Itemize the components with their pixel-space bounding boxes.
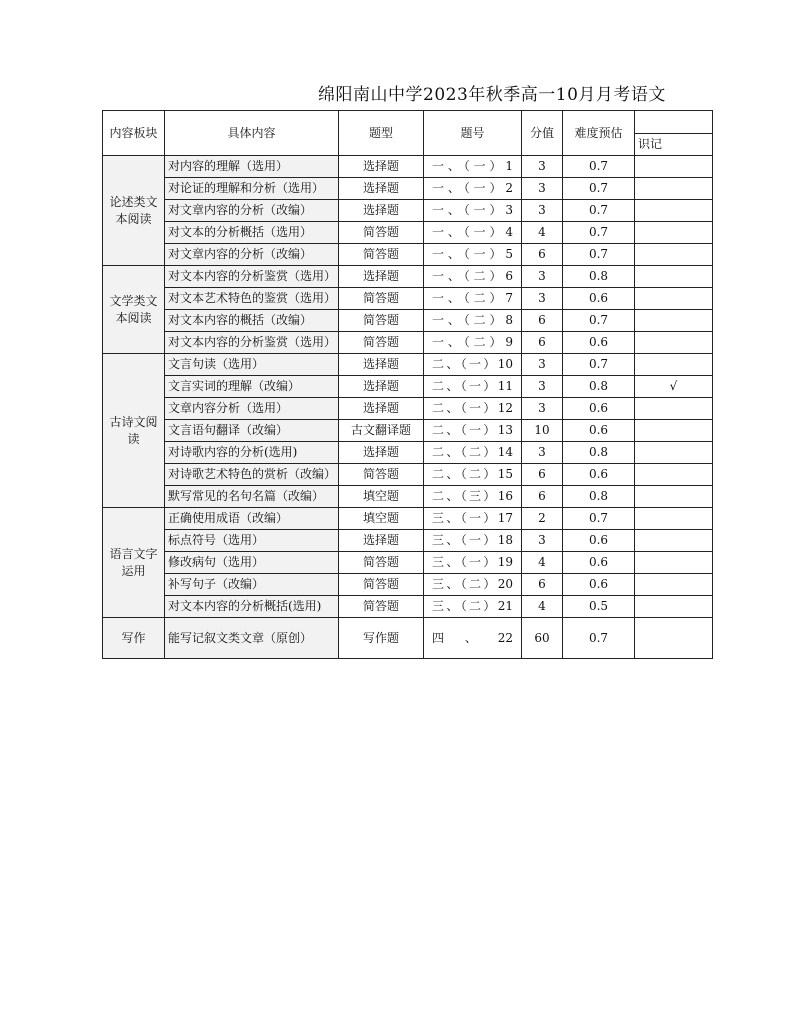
- header-difficulty: 难度预估: [563, 111, 635, 156]
- table-row: [103, 244, 713, 266]
- difficulty-cell: 0.7: [563, 200, 635, 222]
- content-cell: 文言实词的理解（改编）: [165, 376, 339, 398]
- difficulty-cell: 0.8: [563, 442, 635, 464]
- difficulty-cell: 0.5: [563, 596, 635, 618]
- number-cell: 二、（一）13: [424, 420, 522, 442]
- content-block-cell: 写作: [103, 618, 165, 659]
- score-cell: 3: [522, 442, 563, 464]
- content-cell: 对文本内容的分析概括(选用): [165, 596, 339, 618]
- content-block-cell: 论述类文本阅读: [103, 156, 165, 266]
- number-cell: 三、（二）21: [424, 596, 522, 618]
- score-cell: 60: [522, 618, 563, 659]
- number-cell: 二、（三）16: [424, 486, 522, 508]
- table-row: [103, 310, 713, 332]
- content-cell: 文言语句翻译（改编）: [165, 420, 339, 442]
- score-cell: 4: [522, 222, 563, 244]
- table-row: [103, 508, 713, 530]
- number-cell: 三、（一）18: [424, 530, 522, 552]
- content-cell: 正确使用成语（改编）: [165, 508, 339, 530]
- number-cell: 二、（一）11: [424, 376, 522, 398]
- type-cell: 简答题: [339, 288, 424, 310]
- score-cell: 3: [522, 200, 563, 222]
- type-cell: 选择题: [339, 376, 424, 398]
- type-cell: 填空题: [339, 486, 424, 508]
- difficulty-cell: 0.6: [563, 332, 635, 354]
- number-cell: 二、（一）10: [424, 354, 522, 376]
- type-cell: 简答题: [339, 596, 424, 618]
- table-row: [103, 420, 713, 442]
- content-cell: 对文章内容的分析（改编）: [165, 200, 339, 222]
- memory-cell: [635, 574, 713, 596]
- score-cell: 3: [522, 354, 563, 376]
- type-cell: 选择题: [339, 178, 424, 200]
- number-cell: 一、（一）1: [424, 156, 522, 178]
- score-cell: 6: [522, 486, 563, 508]
- type-cell: 选择题: [339, 398, 424, 420]
- type-cell: 选择题: [339, 266, 424, 288]
- memory-cell: [635, 354, 713, 376]
- score-cell: 6: [522, 574, 563, 596]
- type-cell: 简答题: [339, 574, 424, 596]
- type-cell: 选择题: [339, 200, 424, 222]
- memory-cell: [635, 530, 713, 552]
- score-cell: 10: [522, 420, 563, 442]
- content-cell: 能写记叙文类文章（原创）: [165, 618, 339, 659]
- number-cell: 一、（一）2: [424, 178, 522, 200]
- score-cell: 3: [522, 156, 563, 178]
- number-cell: 一、（一）5: [424, 244, 522, 266]
- content-cell: 文言句读（选用）: [165, 354, 339, 376]
- score-cell: 3: [522, 398, 563, 420]
- type-cell: 简答题: [339, 464, 424, 486]
- content-cell: 默写常见的名句名篇（改编）: [165, 486, 339, 508]
- memory-cell: √: [635, 376, 713, 398]
- header-block: 内容板块: [103, 111, 165, 156]
- difficulty-cell: 0.6: [563, 288, 635, 310]
- difficulty-cell: 0.7: [563, 156, 635, 178]
- table-row: [103, 288, 713, 310]
- type-cell: 简答题: [339, 244, 424, 266]
- table-row: [103, 464, 713, 486]
- table-row: [103, 530, 713, 552]
- header-type: 题型: [339, 111, 424, 156]
- memory-cell: [635, 222, 713, 244]
- number-cell: 三、（一）19: [424, 552, 522, 574]
- number-cell: 三、（一）17: [424, 508, 522, 530]
- content-block-cell: 古诗文阅读: [103, 354, 165, 508]
- difficulty-cell: 0.7: [563, 244, 635, 266]
- difficulty-cell: 0.7: [563, 222, 635, 244]
- spec-table-container: [102, 110, 678, 658]
- page-title: 绵阳南山中学2023年秋季高一10月月考语文: [318, 85, 666, 105]
- memory-cell: [635, 156, 713, 178]
- table-row: [103, 266, 713, 288]
- number-cell: 一、（二）9: [424, 332, 522, 354]
- memory-cell: [635, 464, 713, 486]
- difficulty-cell: 0.7: [563, 508, 635, 530]
- score-cell: 4: [522, 596, 563, 618]
- type-cell: 简答题: [339, 332, 424, 354]
- type-cell: 选择题: [339, 530, 424, 552]
- difficulty-cell: 0.6: [563, 398, 635, 420]
- header-level-group: [635, 111, 713, 134]
- header-number: 题号: [424, 111, 522, 156]
- difficulty-cell: 0.6: [563, 574, 635, 596]
- content-cell: 标点符号（选用）: [165, 530, 339, 552]
- table-row: [103, 398, 713, 420]
- table-row: [103, 354, 713, 376]
- table-row: [103, 376, 713, 398]
- header-row: [103, 111, 713, 134]
- content-cell: 对诗歌内容的分析(选用): [165, 442, 339, 464]
- table-row: [103, 442, 713, 464]
- type-cell: 写作题: [339, 618, 424, 659]
- type-cell: 简答题: [339, 552, 424, 574]
- table-row: [103, 156, 713, 178]
- table-row: [103, 552, 713, 574]
- header-content: 具体内容: [165, 111, 339, 156]
- type-cell: 选择题: [339, 442, 424, 464]
- score-cell: 6: [522, 244, 563, 266]
- difficulty-cell: 0.7: [563, 178, 635, 200]
- difficulty-cell: 0.7: [563, 310, 635, 332]
- number-cell: 一、（二）8: [424, 310, 522, 332]
- table-row: [103, 332, 713, 354]
- number-cell: 四、22: [424, 618, 522, 659]
- content-block-cell: 文学类文本阅读: [103, 266, 165, 354]
- memory-cell: [635, 442, 713, 464]
- score-cell: 6: [522, 310, 563, 332]
- score-cell: 3: [522, 376, 563, 398]
- type-cell: 简答题: [339, 310, 424, 332]
- content-cell: 对论证的理解和分析（选用）: [165, 178, 339, 200]
- content-cell: 对文本内容的分析鉴赏（选用）: [165, 266, 339, 288]
- score-cell: 3: [522, 178, 563, 200]
- content-cell: 对诗歌艺术特色的赏析（改编）: [165, 464, 339, 486]
- difficulty-cell: 0.6: [563, 420, 635, 442]
- content-cell: 对文本的分析概括（选用）: [165, 222, 339, 244]
- content-cell: 对内容的理解（选用）: [165, 156, 339, 178]
- difficulty-cell: 0.8: [563, 266, 635, 288]
- table-row: [103, 618, 713, 659]
- table-row: [103, 200, 713, 222]
- type-cell: 填空题: [339, 508, 424, 530]
- type-cell: 简答题: [339, 222, 424, 244]
- score-cell: 6: [522, 464, 563, 486]
- number-cell: 二、（二）15: [424, 464, 522, 486]
- number-cell: 三、（二）20: [424, 574, 522, 596]
- table-row: [103, 574, 713, 596]
- content-cell: 补写句子（改编）: [165, 574, 339, 596]
- difficulty-cell: 0.6: [563, 530, 635, 552]
- number-cell: 一、（二）6: [424, 266, 522, 288]
- memory-cell: [635, 596, 713, 618]
- content-cell: 对文章内容的分析（改编）: [165, 244, 339, 266]
- memory-cell: [635, 552, 713, 574]
- header-memory: 识记: [635, 133, 713, 156]
- number-cell: 一、（一）3: [424, 200, 522, 222]
- number-cell: 一、（一）4: [424, 222, 522, 244]
- content-cell: 对文本内容的概括（改编）: [165, 310, 339, 332]
- memory-cell: [635, 508, 713, 530]
- type-cell: 选择题: [339, 156, 424, 178]
- number-cell: 二、（一）12: [424, 398, 522, 420]
- score-cell: 3: [522, 288, 563, 310]
- type-cell: 古文翻译题: [339, 420, 424, 442]
- score-cell: 3: [522, 530, 563, 552]
- memory-cell: [635, 244, 713, 266]
- difficulty-cell: 0.7: [563, 354, 635, 376]
- score-cell: 2: [522, 508, 563, 530]
- type-cell: 选择题: [339, 354, 424, 376]
- score-cell: 6: [522, 332, 563, 354]
- table-row: [103, 486, 713, 508]
- table-row: [103, 178, 713, 200]
- memory-cell: [635, 310, 713, 332]
- difficulty-cell: 0.6: [563, 464, 635, 486]
- memory-cell: [635, 486, 713, 508]
- difficulty-cell: 0.8: [563, 486, 635, 508]
- number-cell: 二、（二）14: [424, 442, 522, 464]
- content-cell: 对文本艺术特色的鉴赏（选用）: [165, 288, 339, 310]
- content-cell: 文章内容分析（选用）: [165, 398, 339, 420]
- memory-cell: [635, 398, 713, 420]
- content-cell: 对文本内容的分析鉴赏（选用）: [165, 332, 339, 354]
- memory-cell: [635, 266, 713, 288]
- memory-cell: [635, 288, 713, 310]
- difficulty-cell: 0.6: [563, 552, 635, 574]
- spec-table: [102, 110, 713, 659]
- content-cell: 修改病句（选用）: [165, 552, 339, 574]
- memory-cell: [635, 200, 713, 222]
- table-row: [103, 222, 713, 244]
- score-cell: 3: [522, 266, 563, 288]
- memory-cell: [635, 178, 713, 200]
- memory-cell: [635, 332, 713, 354]
- memory-cell: [635, 420, 713, 442]
- score-cell: 4: [522, 552, 563, 574]
- difficulty-cell: 0.7: [563, 618, 635, 659]
- number-cell: 一、（二）7: [424, 288, 522, 310]
- content-block-cell: 语言文字运用: [103, 508, 165, 618]
- memory-cell: [635, 618, 713, 659]
- header-score: 分值: [522, 111, 563, 156]
- difficulty-cell: 0.8: [563, 376, 635, 398]
- table-row: [103, 596, 713, 618]
